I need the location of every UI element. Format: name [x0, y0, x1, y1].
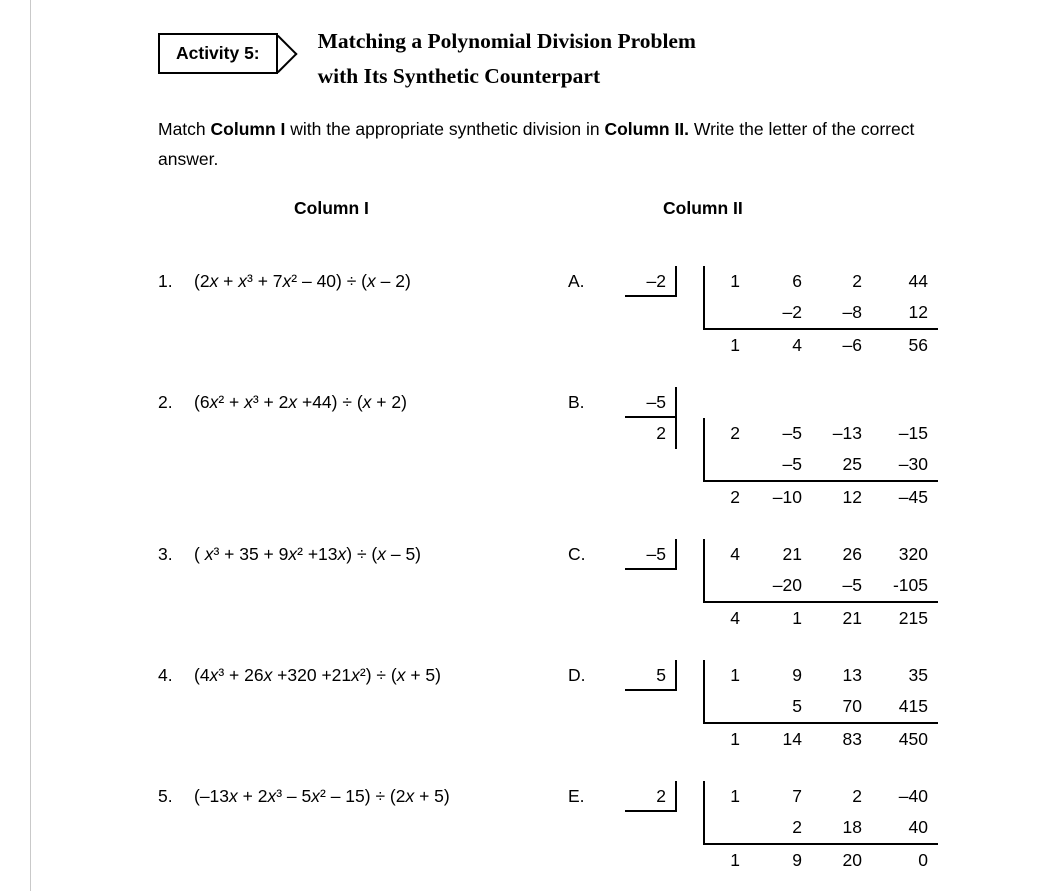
problem-item	[158, 660, 568, 691]
problem-number: 2.	[158, 392, 173, 412]
divisor-value: –5	[625, 539, 677, 570]
value-cell: 1	[704, 266, 750, 297]
coefficient-grid	[703, 539, 938, 634]
value-cell: 7	[792, 786, 802, 806]
value-cell: 450	[898, 729, 928, 749]
match-row	[158, 539, 978, 634]
value-cell: –10	[772, 487, 802, 507]
value-cell: 2	[852, 271, 862, 291]
activity-badge-label: Activity 5:	[176, 43, 260, 63]
value-cell	[704, 812, 750, 844]
synthetic-division-table	[703, 781, 938, 876]
divisor-value: –2	[625, 266, 677, 297]
result-row	[704, 844, 938, 876]
value-cell: 2	[730, 487, 740, 507]
value-cell: 56	[908, 335, 928, 355]
page-left-rule	[30, 0, 31, 891]
value-cell: 9	[792, 665, 802, 685]
value-cell: –8	[812, 297, 872, 329]
value-cell: 21	[782, 544, 802, 564]
result-row	[704, 481, 938, 513]
option-letter: D.	[568, 665, 586, 685]
value-cell: 25	[812, 449, 872, 481]
option-letter: E.	[568, 786, 585, 806]
synthetic-division	[568, 387, 938, 513]
value-cell: 44	[908, 271, 928, 291]
value-cell: 1	[730, 729, 740, 749]
coefficients-row	[704, 266, 938, 297]
problem-number: 4.	[158, 665, 173, 685]
products-row	[704, 449, 938, 481]
match-row	[158, 266, 978, 361]
problem-item	[158, 539, 568, 570]
title-line-1: Matching a Polynomial Division Problem	[317, 29, 696, 53]
synthetic-division-table	[703, 539, 938, 634]
value-cell: 12	[842, 487, 862, 507]
synthetic-division	[568, 781, 938, 876]
value-cell: 4	[704, 539, 750, 570]
products-row	[704, 691, 938, 723]
problem-expression: ( x³ + 35 + 9x² +13x) ÷ (x – 5)	[194, 544, 422, 564]
value-cell: 5	[750, 691, 812, 723]
value-cell	[704, 570, 750, 602]
problem-item	[158, 266, 568, 297]
worksheet-content	[158, 24, 978, 891]
divisor	[625, 660, 677, 691]
value-cell: 70	[812, 691, 872, 723]
divisor-value: –5	[625, 387, 677, 418]
value-cell: 4	[730, 608, 740, 628]
value-cell: –20	[750, 570, 812, 602]
value-cell: 1	[730, 335, 740, 355]
value-cell: 20	[842, 850, 862, 870]
value-cell: –5	[782, 423, 802, 443]
coefficients-row	[704, 660, 938, 691]
instructions	[158, 114, 936, 174]
value-cell	[704, 691, 750, 723]
matching-rows	[158, 266, 978, 876]
synthetic-division	[568, 539, 938, 634]
column-headers	[158, 198, 978, 224]
column-2-header: Column II	[663, 198, 743, 218]
value-cell: 12	[872, 297, 938, 329]
worksheet-title	[318, 24, 696, 94]
products-row	[704, 297, 938, 329]
divisor-value: 2	[625, 418, 677, 449]
value-cell: -105	[872, 570, 938, 602]
divisor-value: 5	[625, 660, 677, 691]
match-row	[158, 781, 978, 876]
option-letter: C.	[568, 544, 586, 564]
value-cell: 14	[782, 729, 802, 749]
coefficients-row	[704, 539, 938, 570]
instructions-segment: Write the letter of the correct answer.	[158, 119, 915, 169]
coefficient-grid	[703, 418, 938, 513]
value-cell: 1	[704, 660, 750, 691]
instructions-segment: Column I	[210, 119, 286, 139]
problem-expression: (2x + x³ + 7x² – 40) ÷ (x – 2)	[194, 271, 411, 291]
value-cell: –2	[750, 297, 812, 329]
value-cell: –15	[898, 423, 928, 443]
value-cell: –45	[898, 487, 928, 507]
value-cell: –40	[898, 786, 928, 806]
value-cell: –6	[842, 335, 862, 355]
value-cell: 83	[842, 729, 862, 749]
value-cell: 0	[918, 850, 928, 870]
result-row	[704, 602, 938, 634]
value-cell: 1	[704, 781, 750, 812]
value-cell: 26	[842, 544, 862, 564]
divisor	[625, 387, 677, 449]
synthetic-division-table	[703, 418, 938, 513]
value-cell: 13	[842, 665, 862, 685]
match-row	[158, 387, 978, 513]
value-cell: 215	[898, 608, 928, 628]
value-cell: –5	[750, 449, 812, 481]
value-cell: 415	[872, 691, 938, 723]
coefficient-grid	[703, 266, 938, 361]
products-row	[704, 812, 938, 844]
problem-expression: (4x³ + 26x +320 +21x²) ÷ (x + 5)	[194, 665, 441, 685]
value-cell: 1	[730, 850, 740, 870]
value-cell	[704, 297, 750, 329]
value-cell	[704, 449, 750, 481]
coefficient-grid	[703, 781, 938, 876]
value-cell: 2	[704, 418, 750, 449]
activity-badge	[158, 33, 278, 74]
problem-number: 1.	[158, 271, 173, 291]
value-cell: 2	[852, 786, 862, 806]
synthetic-division-table	[703, 266, 938, 361]
match-row	[158, 660, 978, 755]
value-cell: –5	[812, 570, 872, 602]
instructions-segment: Column II.	[604, 119, 690, 139]
column-1-header: Column I	[294, 198, 369, 218]
problem-expression: (6x² + x³ + 2x +44) ÷ (x + 2)	[194, 392, 407, 412]
divisor-value: 2	[625, 781, 677, 812]
divisor	[625, 266, 677, 297]
coefficients-row	[704, 781, 938, 812]
synthetic-division	[568, 266, 938, 361]
badge-arrow-shape	[259, 34, 297, 72]
divisor	[625, 539, 677, 570]
header	[158, 24, 978, 94]
problem-number: 3.	[158, 544, 173, 564]
problem-expression: (–13x + 2x³ – 5x² – 15) ÷ (2x + 5)	[194, 786, 450, 806]
value-cell: 18	[812, 812, 872, 844]
synthetic-division	[568, 660, 938, 755]
coefficient-grid	[703, 660, 938, 755]
result-row	[704, 329, 938, 361]
problem-item	[158, 387, 568, 418]
problem-number: 5.	[158, 786, 173, 806]
value-cell: 2	[750, 812, 812, 844]
value-cell: 6	[792, 271, 802, 291]
value-cell: 1	[792, 608, 802, 628]
value-cell: 21	[842, 608, 862, 628]
synthetic-division-table	[703, 660, 938, 755]
result-row	[704, 723, 938, 755]
value-cell: –30	[872, 449, 938, 481]
products-row	[704, 570, 938, 602]
divisor	[625, 781, 677, 812]
instructions-segment: Match	[158, 119, 211, 139]
value-cell: 40	[872, 812, 938, 844]
value-cell: 4	[792, 335, 802, 355]
value-cell: 320	[898, 544, 928, 564]
value-cell: –13	[832, 423, 862, 443]
title-line-2: with Its Synthetic Counterpart	[317, 64, 601, 88]
instructions-segment: with the appropriate synthetic division in	[285, 119, 605, 139]
value-cell: 35	[908, 665, 928, 685]
coefficients-row	[704, 418, 938, 449]
option-letter: A.	[568, 271, 585, 291]
problem-item	[158, 781, 568, 812]
value-cell: 9	[792, 850, 802, 870]
option-letter: B.	[568, 392, 585, 412]
